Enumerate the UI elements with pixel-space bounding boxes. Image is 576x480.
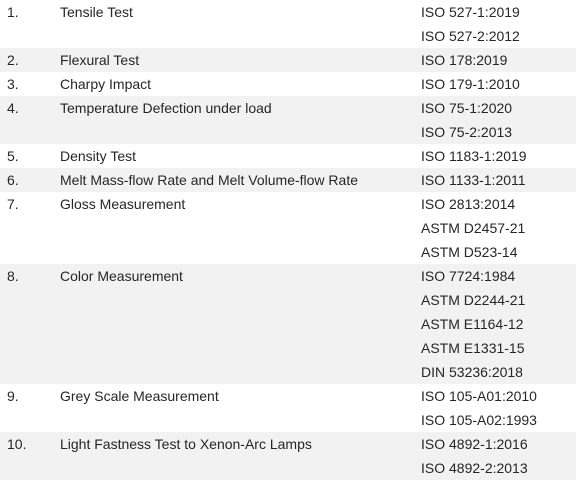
standard-code: ISO 1133-1:2011 — [421, 172, 526, 188]
standards-list — [415, 264, 576, 384]
standards-list — [415, 96, 576, 144]
standard-code: ISO 7724:1984 — [421, 268, 516, 284]
standard-code: ISO 4892-1:2016 — [421, 436, 528, 452]
table-row — [0, 168, 576, 192]
row-number: 6. — [7, 172, 19, 188]
row-number: 1. — [7, 4, 19, 20]
standards-list — [415, 144, 576, 168]
standard-code: ISO 4892-2:2013 — [421, 460, 528, 476]
test-name: Temperature Defection under load — [60, 100, 272, 116]
standards-list — [415, 48, 576, 72]
test-name: Flexural Test — [60, 52, 140, 68]
table-row — [0, 264, 576, 384]
standards-list — [415, 72, 576, 96]
row-number: 4. — [7, 100, 19, 116]
row-number: 8. — [7, 268, 19, 284]
table-row — [0, 96, 576, 144]
test-name: Charpy Impact — [60, 76, 152, 92]
standard-code: ISO 178:2019 — [421, 52, 508, 68]
table-row — [0, 144, 576, 168]
standard-code: ISO 75-2:2013 — [421, 124, 513, 140]
row-number: 5. — [7, 148, 19, 164]
standard-code: ASTM E1331-15 — [421, 340, 525, 356]
standard-code: ISO 105-A01:2010 — [421, 388, 537, 404]
standards-list — [415, 432, 576, 480]
table-row — [0, 192, 576, 264]
standard-code: ISO 179-1:2010 — [421, 76, 520, 92]
standard-code: ASTM E1164-12 — [421, 316, 524, 332]
standard-code: ISO 75-1:2020 — [421, 100, 513, 116]
standards-list — [415, 168, 576, 192]
row-number: 2. — [7, 52, 19, 68]
row-number: 3. — [7, 76, 19, 92]
table-row — [0, 0, 576, 48]
test-name: Tensile Test — [60, 4, 133, 20]
test-name: Color Measurement — [60, 268, 183, 284]
standard-code: ISO 1183-1:2019 — [421, 148, 527, 164]
standard-code: ASTM D2244-21 — [421, 292, 526, 308]
test-name: Melt Mass-flow Rate and Melt Volume-flow Rate — [60, 172, 358, 188]
test-name: Grey Scale Measurement — [60, 388, 219, 404]
table-row — [0, 384, 576, 432]
standard-code: ISO 527-2:2012 — [421, 28, 520, 44]
table-row — [0, 72, 576, 96]
standard-code: ASTM D523-14 — [421, 244, 518, 260]
row-number: 9. — [7, 388, 19, 404]
row-number: 7. — [7, 196, 19, 212]
standards-list — [415, 192, 576, 264]
standard-code: DIN 53236:2018 — [421, 364, 523, 380]
test-name: Light Fastness Test to Xenon-Arc Lamps — [60, 436, 312, 452]
table-row — [0, 48, 576, 72]
standard-code: ISO 527-1:2019 — [421, 4, 520, 20]
row-number: 10. — [7, 436, 27, 452]
test-name: Gloss Measurement — [60, 196, 186, 212]
table-row — [0, 432, 576, 480]
standards-list — [415, 0, 576, 48]
standard-code: ISO 2813:2014 — [421, 196, 516, 212]
test-name: Density Test — [60, 148, 136, 164]
standards-list — [415, 384, 576, 432]
standard-code: ASTM D2457-21 — [421, 220, 526, 236]
standard-code: ISO 105-A02:1993 — [421, 412, 537, 428]
